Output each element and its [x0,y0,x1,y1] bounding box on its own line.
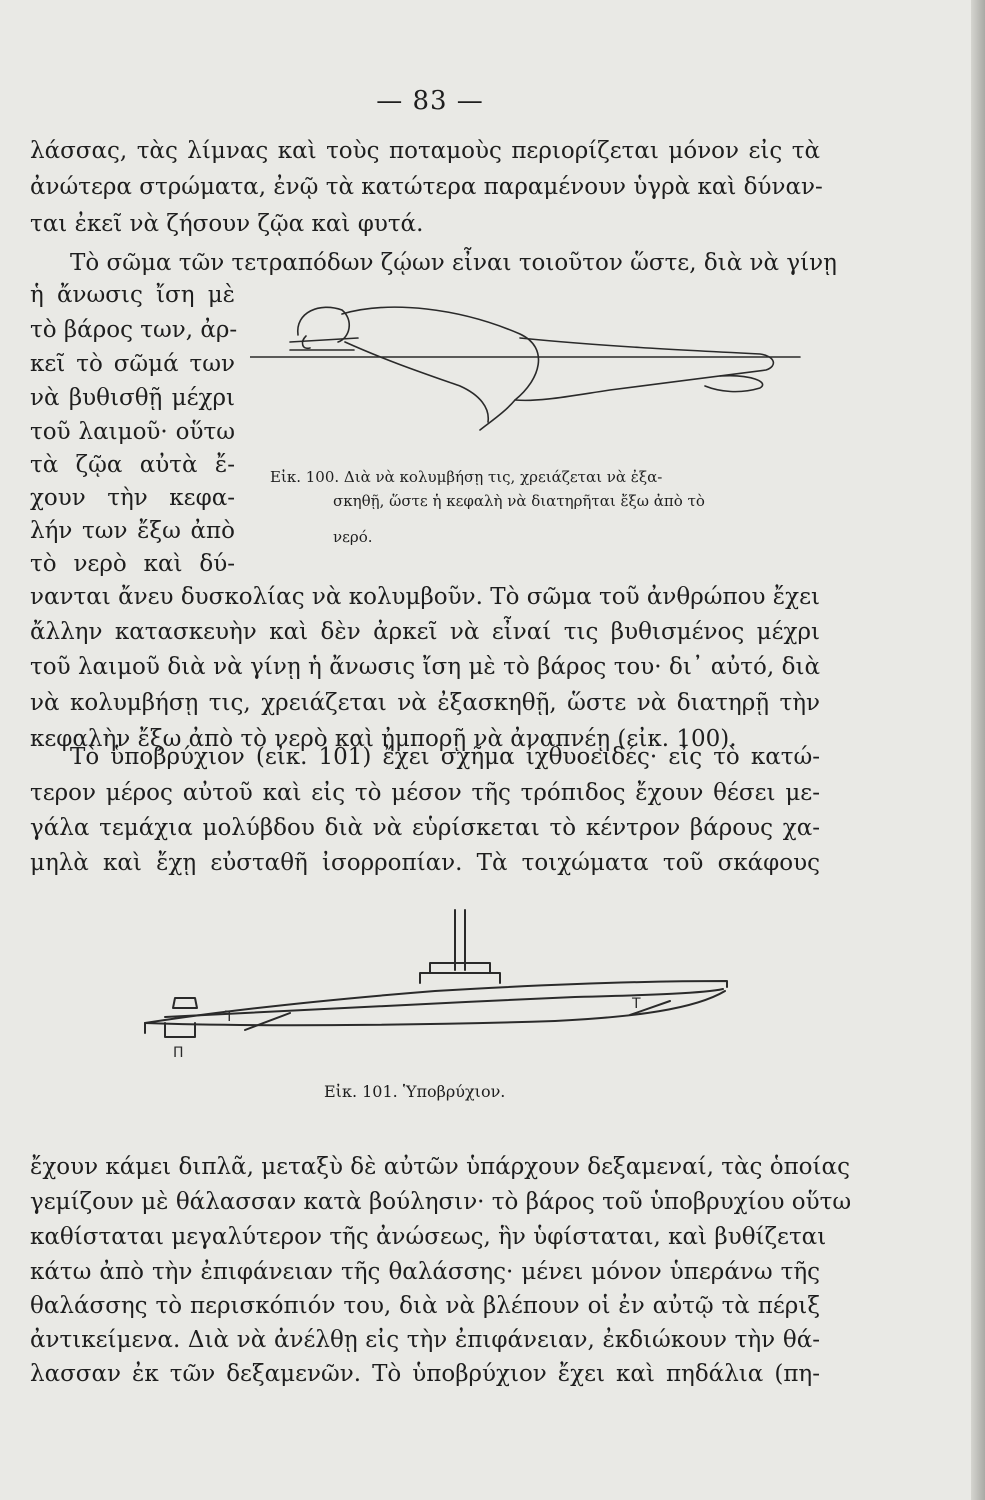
label-t-left: T [225,1009,234,1025]
text-line: χουν τὴν κεφα- [30,485,235,511]
swimmer-back [342,307,539,430]
text-line: τερον μέρος αὐτοῦ καὶ εἰς τὸ μέσον τῆς τρόπιδος ἔχουν θέσει με- [30,780,820,806]
text-line: ται ἐκεῖ νὰ ζήσουν ζῷα καὶ φυτά. [30,211,424,237]
swimmer-legs [515,338,773,400]
text-line: λήν των ἔξω ἀπὸ [30,518,235,544]
text-line: θαλάσσης τὸ περισκόπιόν του, διὰ νὰ βλέπουν οἱ ἐν αὐτῷ τὰ πέριξ [30,1293,820,1319]
text-line: κεῖ τὸ σῶμά των [30,351,235,377]
text-line: κάτω ἀπὸ τὴν ἐπιφάνειαν τῆς θαλάσσης· μένει μόνον ὑπεράνω τῆς [30,1259,820,1285]
text-line: τὸ βάρος των, ἀρ- [30,317,238,343]
swimmer-figure [250,290,810,440]
text-line: ἄλλην κατασκευὴν καὶ δὲν ἀρκεῖ νὰ εἶναί τις βυθισμένος μέχρι [30,619,820,645]
text-line: νανται ἄνευ δυσκολίας νὰ κολυμβοῦν. Τὸ σῶμα τοῦ ἀνθρώπου ἔχει [30,584,820,610]
text-line: μηλὰ καὶ ἔχῃ εὐσταθῆ ἰσορροπίαν. Τὰ τοιχώματα τοῦ σκάφους [30,850,820,876]
text-line: γεμίζουν μὲ θάλασσαν κατὰ βούλησιν· τὸ βάρος τοῦ ὑποβρυχίου οὕτω [30,1189,852,1215]
text-line: ἀνώτερα στρώματα, ἐνῷ τὰ κατώτερα παραμένουν ὑγρὰ καὶ δύναν- [30,174,823,200]
text-line: ἔχουν κάμει διπλᾶ, μεταξὺ δὲ αὐτῶν ὑπάρχουν δεξαμεναί, τὰς ὁποίας [30,1154,850,1180]
text-line: Τὸ ὑποβρύχιον (εἰκ. 101) ἔχει σχῆμα ἰχθυοειδές· εἰς τὸ κατώ- [70,744,820,770]
figure-100-caption: σκηθῇ, ὥστε ἡ κεφαλὴ νὰ διατηρῆται ἔξω ἀπὸ τὸ [333,492,705,510]
label-p: Π [173,1045,184,1060]
text-line: γάλα τεμάχια μολύβδου διὰ νὰ εὑρίσκεται τὸ κέντρον βάρους χα- [30,815,820,841]
figure-100-caption: Εἰκ. 100. Διὰ νὰ κολυμβήσῃ τις, χρειάζεται νὰ ἐξα- [270,468,663,486]
submarine-figure [135,905,745,1060]
text-line: ἀντικείμενα. Διὰ νὰ ἀνέλθῃ εἰς τὴν ἐπιφάνειαν, ἐκδιώκουν τὴν θά- [30,1327,820,1353]
figure-100-caption: νερό. [333,528,373,546]
page-number: — 83 — [376,86,484,116]
conning-tower [430,963,490,973]
text-line: Τὸ σῶμα τῶν τετραπόδων ζῴων εἶναι τοιοῦτον ὥστε, διὰ νὰ γίνῃ [70,250,837,276]
swimmer-belly [345,342,488,422]
text-line: ἡ ἄνωσις ἴση μὲ [30,282,235,308]
text-line: τοῦ λαιμοῦ· οὕτω [30,419,235,445]
torpedo-tube [245,1013,290,1030]
page-edge [971,0,985,1500]
front-hatch [173,998,197,1008]
text-line: λασσαν ἐκ τῶν δεξαμενῶν. Τὸ ὑποβρύχιον ἔχει καὶ πηδάλια (πη- [30,1361,820,1387]
text-line: καθίσταται μεγαλύτερον τῆς ἀνώσεως, ἣν ὑφίσταται, καὶ βυθίζεται [30,1224,827,1250]
text-line: τὸ νερὸ καὶ δύ- [30,551,235,577]
text-line: νὰ κολυμβήσῃ τις, χρειάζεται νὰ ἐξασκηθῇ, ὥστε νὰ διατηρῇ τὴν [30,690,820,716]
label-t-right: T [632,996,641,1012]
text-line: τὰ ζῷα αὐτὰ ἔ- [30,452,235,478]
text-line: νὰ βυθισθῇ μέχρι [30,385,235,411]
text-line: τοῦ λαιμοῦ διὰ νὰ γίνῃ ἡ ἄνωσις ἴση μὲ τὸ βάρος του· δι᾽ αὐτό, διὰ [30,654,820,680]
text-line: λάσσας, τὰς λίμνας καὶ τοὺς ποταμοὺς περιορίζεται μόνον εἰς τὰ [30,138,820,164]
text-line: κεφαλὴν ἔξω ἀπὸ τὸ νερὸ καὶ ἠμπορῇ νὰ ἀναπνέῃ (εἰκ. 100). [30,726,737,752]
figure-101-caption: Εἰκ. 101. Ὑποβρύχιον. [324,1082,506,1101]
